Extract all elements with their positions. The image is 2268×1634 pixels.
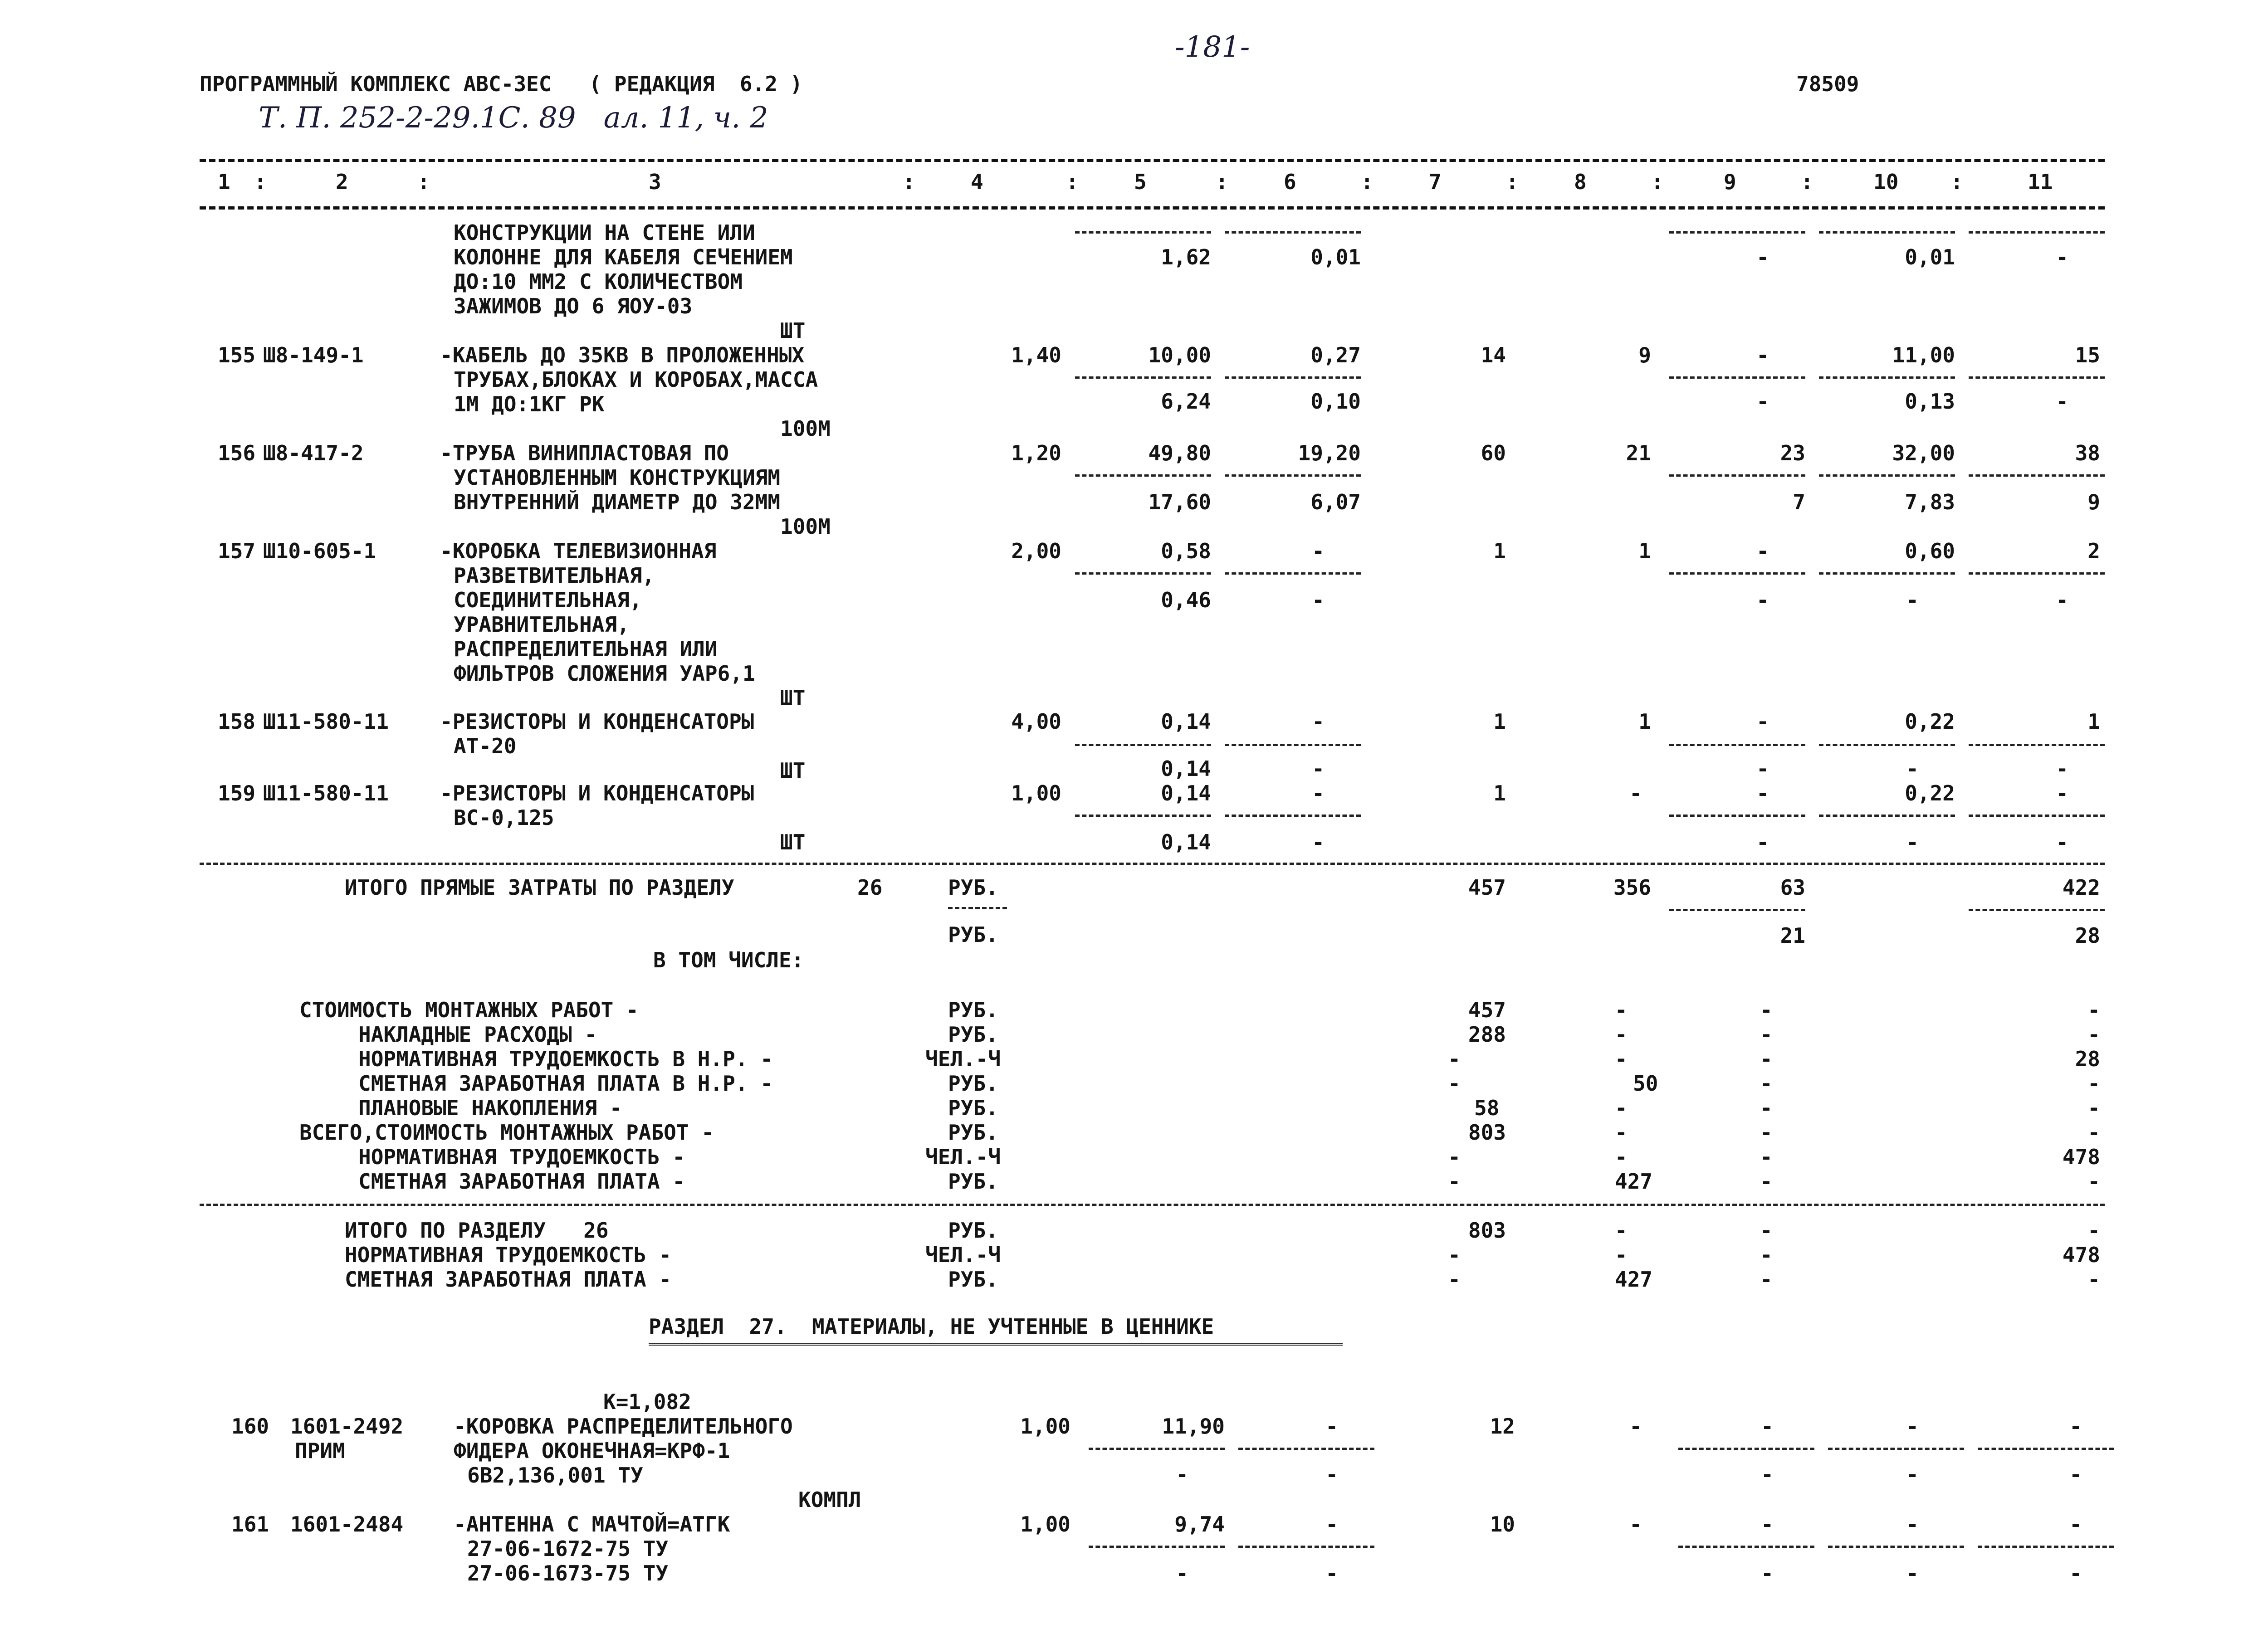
cell-c7: - [1448, 1267, 1461, 1292]
cell-c7: 14 [1481, 343, 1506, 367]
section-27-underline [649, 1343, 1343, 1346]
cell-c11: 422 [2062, 875, 2100, 900]
total-label: ИТОГО ПРЯМЫЕ ЗАТРАТЫ ПО РАЗДЕЛУ [345, 875, 734, 900]
cell-b10: - [1906, 588, 1919, 612]
cell-divider [1669, 744, 1805, 746]
cell-c8: - [1615, 998, 1628, 1022]
section-total-unit: РУБ. [948, 1267, 998, 1292]
cell-divider [1828, 1448, 1964, 1450]
col-header-1: 1 [218, 170, 230, 194]
cell-c7: 288 [1468, 1022, 1506, 1047]
cell-b9: - [1756, 756, 1769, 781]
summary-unit: РУБ. [948, 998, 998, 1022]
cell-c9: - [1760, 1120, 1773, 1145]
cell-c4: 2,00 [1011, 539, 1061, 563]
item-description: -КАБЕЛЬ ДО 35КВ В ПРОЛОЖЕННЫХ [440, 343, 805, 367]
cell-b5: 0,14 [1161, 830, 1211, 854]
col-header-9: 9 [1724, 170, 1736, 194]
section-total-unit: РУБ. [948, 1218, 998, 1243]
cell-divider [1969, 376, 2105, 379]
cell-c9: - [1760, 1096, 1773, 1120]
item-code-note: ПРИМ [295, 1439, 345, 1463]
cell-c8: - [1615, 1022, 1628, 1047]
item-description: 1М ДО:1КГ РК [454, 392, 605, 416]
section-rule [200, 1204, 2105, 1206]
cell-c4: 1,00 [1020, 1512, 1070, 1536]
item-description: ФИЛЬТРОВ СЛОЖЕНИЯ УАР6,1 [454, 661, 755, 686]
cell-b6: - [1312, 830, 1325, 854]
cell-c9: - [1760, 1169, 1773, 1194]
cell-c9: - [1756, 709, 1769, 734]
coefficient-label: К=1,082 [603, 1390, 691, 1414]
item-unit: ШТ [780, 318, 806, 343]
cell-divider [1969, 474, 2105, 477]
col-header-sep: : [1651, 170, 1664, 194]
cell-b11: - [2056, 756, 2068, 781]
item-description: РАЗВЕТВИТЕЛЬНАЯ, [454, 563, 655, 588]
summary-label: СТОИМОСТЬ МОНТАЖНЫХ РАБОТ - [299, 998, 639, 1022]
cell-divider [1075, 474, 1211, 477]
summary-unit: РУБ. [948, 1022, 998, 1047]
item-description: 27-06-1672-75 ТУ [467, 1536, 669, 1561]
cell-c8: 1 [1638, 709, 1651, 734]
cell-divider [1819, 572, 1955, 575]
cell-divider [1969, 815, 2105, 817]
cell-c8: - [1629, 1414, 1642, 1439]
summary-label: НАКЛАДНЫЕ РАСХОДЫ - [358, 1022, 597, 1047]
section-total-label: НОРМАТИВНАЯ ТРУДОЕМКОСТЬ - [345, 1243, 672, 1267]
cell-b11: - [2056, 389, 2068, 414]
cell-b5: - [1176, 1561, 1188, 1585]
cell-c10: 0,22 [1905, 781, 1955, 805]
item-unit: 100М [780, 514, 831, 539]
item-description: 27-06-1673-75 ТУ [467, 1561, 669, 1585]
cell-b6: 6,07 [1310, 490, 1361, 514]
item-code: Ш11-580-11 [263, 781, 389, 805]
item-description: РАСПРЕДЕЛИТЕЛЬНАЯ ИЛИ [454, 637, 718, 661]
item-unit: КОМПЛ [798, 1488, 861, 1512]
col-header-sep: : [254, 170, 267, 194]
cell-c6: 0,01 [1310, 245, 1361, 269]
cell-b10: 7,83 [1905, 490, 1955, 514]
summary-label: ВСЕГО,СТОИМОСТЬ МОНТАЖНЫХ РАБОТ - [299, 1120, 714, 1145]
cell-divider [1238, 1546, 1374, 1548]
cell-divider [1819, 474, 1955, 477]
cell-divider [1969, 744, 2105, 746]
cell-c5: 0,58 [1161, 539, 1211, 563]
summary-label: СМЕТНАЯ ЗАРАБОТНАЯ ПЛАТА В Н.Р. - [358, 1071, 773, 1096]
cell-c6: - [1312, 539, 1325, 563]
item-number: 161 [231, 1512, 269, 1536]
item-unit: ШТ [780, 686, 806, 710]
cell-c11: - [2087, 1120, 2100, 1145]
cell-c8: 50 [1633, 1071, 1658, 1096]
col-header-sep: : [1506, 170, 1519, 194]
cell-divider [1238, 1448, 1374, 1450]
cell-divider [1969, 231, 2105, 234]
cell-c8: - [1615, 1218, 1628, 1243]
summary-label: ПЛАНОВЫЕ НАКОПЛЕНИЯ - [358, 1096, 622, 1120]
cell-c11: - [2056, 781, 2068, 805]
cell-c4: 1,20 [1011, 441, 1061, 465]
cell-c9: - [1760, 1267, 1773, 1292]
including-label: В ТОМ ЧИСЛЕ: [653, 948, 804, 972]
cell-divider [1075, 815, 1211, 817]
cell-divider [1678, 1546, 1814, 1548]
cell-c8: - [1629, 1512, 1642, 1536]
cell-c9: - [1756, 781, 1769, 805]
cell-divider [1225, 474, 1361, 477]
section-total-label: СМЕТНАЯ ЗАРАБОТНАЯ ПЛАТА - [345, 1267, 672, 1292]
cell-b5: 6,24 [1161, 389, 1211, 414]
cell-c4: 1,40 [1011, 343, 1061, 367]
cell-c7: 1 [1493, 709, 1506, 734]
cell-b9: 21 [1780, 923, 1805, 948]
cell-b9: - [1761, 1462, 1774, 1487]
total-section-number: 26 [857, 875, 883, 900]
item-number: 157 [218, 539, 256, 563]
item-code: Ш8-149-1 [263, 343, 364, 367]
item-description: -КОРОБКА ТЕЛЕВИЗИОННАЯ [440, 539, 717, 563]
cell-c8: 356 [1613, 875, 1651, 900]
cell-c9: - [1760, 1071, 1773, 1096]
cell-divider [1075, 572, 1211, 575]
cell-c7: - [1448, 1047, 1461, 1071]
cell-divider [1828, 1546, 1964, 1548]
summary-unit: ЧЕЛ.-Ч [925, 1047, 1001, 1071]
cell-b5: 0,14 [1161, 756, 1211, 781]
cell-c4: 1,00 [1011, 781, 1061, 805]
cell-b10: - [1906, 1561, 1919, 1585]
cell-divider [1075, 376, 1211, 379]
cell-c6: - [1312, 709, 1325, 734]
cell-b9: 7 [1793, 490, 1805, 514]
cell-c6: - [1325, 1414, 1338, 1439]
item-code: Ш10-605-1 [263, 539, 376, 563]
cell-c9: - [1756, 539, 1769, 563]
handwritten-reference: Т. П. 252-2-29.1С. 89 ал. 11, ч. 2 [259, 101, 768, 135]
cell-c10: 0,22 [1905, 709, 1955, 734]
cell-c8: 1 [1638, 539, 1651, 563]
cell-c5: 49,80 [1148, 441, 1211, 465]
cell-c8: - [1615, 1047, 1628, 1071]
cell-c10: - [1906, 1414, 1919, 1439]
cell-c11: - [2087, 1218, 2100, 1243]
cell-divider [1969, 572, 2105, 575]
col-header-3: 3 [649, 170, 661, 194]
total-unit: РУБ. [948, 922, 998, 947]
cell-c7: 10 [1490, 1512, 1515, 1536]
col-header-10: 10 [1873, 170, 1899, 194]
cell-c11: 28 [2075, 1047, 2100, 1071]
cell-c10: 32,00 [1892, 441, 1955, 465]
item-number: 159 [218, 781, 256, 805]
item-description: -АНТЕННА С МАЧТОЙ=АТГК [454, 1512, 730, 1536]
cell-c5: 9,74 [1174, 1512, 1225, 1536]
cell-c8: - [1615, 1096, 1628, 1120]
cell-c7: - [1448, 1145, 1461, 1169]
item-description: СОЕДИНИТЕЛЬНАЯ, [454, 588, 642, 612]
cell-c7: - [1448, 1169, 1461, 1194]
cell-c11: 478 [2062, 1145, 2100, 1169]
cell-divider [1669, 474, 1805, 477]
cell-c7: 803 [1468, 1120, 1506, 1145]
cell-b6: - [1312, 588, 1325, 612]
item-number: 160 [231, 1414, 269, 1439]
cell-divider [1225, 572, 1361, 575]
cell-b6: - [1325, 1561, 1338, 1585]
item-number: 155 [218, 343, 256, 367]
item-description: ВНУТРЕННИЙ ДИАМЕТР ДО 32ММ [454, 490, 781, 514]
item-description: -КОРОВКА РАСПРЕДЕЛИТЕЛЬНОГО [454, 1414, 793, 1439]
cell-divider [1225, 744, 1361, 746]
cell-c10: - [1906, 1512, 1919, 1536]
cell-b6: - [1325, 1462, 1338, 1487]
cell-divider [1225, 815, 1361, 817]
col-header-sep: : [1950, 170, 1963, 194]
summary-unit: РУБ. [948, 1071, 998, 1096]
item-description: ТРУБАХ,БЛОКАХ И КОРОБАХ,МАССА [454, 367, 818, 392]
cell-b6: - [1312, 756, 1325, 781]
cell-c9: 23 [1780, 441, 1805, 465]
cell-c7: - [1448, 1071, 1461, 1096]
cell-c6: - [1312, 781, 1325, 805]
cell-c9: - [1760, 1022, 1773, 1047]
item-number: 156 [218, 441, 256, 465]
cell-c9: - [1760, 1218, 1773, 1243]
cell-divider [1669, 909, 1805, 911]
cell-c11: - [2069, 1414, 2082, 1439]
header-rule-bottom [200, 206, 2105, 210]
item-description: -РЕЗИСТОРЫ И КОНДЕНСАТОРЫ [440, 781, 754, 805]
cell-b11: - [2056, 588, 2068, 612]
item-description: УСТАНОВЛЕННЫМ КОНСТРУКЦИЯМ [454, 465, 781, 490]
cell-divider [1669, 572, 1805, 575]
cell-c7: 58 [1474, 1096, 1500, 1120]
cell-c9: - [1761, 1414, 1774, 1439]
item-description: -ТРУБА ВИНИПЛАСТОВАЯ ПО [440, 441, 729, 465]
cell-c9: - [1760, 1243, 1773, 1267]
cell-c9: - [1760, 998, 1773, 1022]
cell-c7: 1 [1493, 781, 1506, 805]
cell-b10: - [1906, 1462, 1919, 1487]
cell-c5: 1,62 [1161, 245, 1211, 269]
cell-c9: 63 [1780, 875, 1805, 900]
cell-c7: 457 [1468, 875, 1506, 900]
cell-b9: - [1756, 588, 1769, 612]
cell-b5: 0,46 [1161, 588, 1211, 612]
cell-b5: - [1176, 1462, 1188, 1487]
cell-b11: - [2056, 830, 2068, 854]
page-number: -181- [1175, 30, 1250, 64]
cell-c8: 427 [1615, 1267, 1653, 1292]
cell-c6: 0,27 [1310, 343, 1361, 367]
item-description: КОНСТРУКЦИИ НА СТЕНЕ ИЛИ [454, 220, 755, 245]
cell-c11: - [2087, 1267, 2100, 1292]
cell-c9: - [1761, 1512, 1774, 1536]
cell-divider [1225, 231, 1361, 234]
cell-c7: - [1448, 1243, 1461, 1267]
cell-divider [1678, 1448, 1814, 1450]
col-header-sep: : [1801, 170, 1813, 194]
col-header-sep: : [903, 170, 915, 194]
cell-c7: 803 [1468, 1218, 1506, 1243]
col-header-8: 8 [1574, 170, 1587, 194]
cell-b9: - [1761, 1561, 1774, 1585]
cell-c8: 427 [1615, 1169, 1653, 1194]
summary-unit: ЧЕЛ.-Ч [925, 1145, 1001, 1169]
cell-c11: - [2087, 1169, 2100, 1194]
cell-c5: 0,14 [1161, 781, 1211, 805]
col-header-5: 5 [1134, 170, 1147, 194]
cell-divider [1089, 1546, 1225, 1548]
section-total-label: ИТОГО ПО РАЗДЕЛУ 26 [345, 1218, 609, 1243]
cell-c8: 9 [1638, 343, 1651, 367]
cell-c7: 457 [1468, 998, 1506, 1022]
summary-unit: РУБ. [948, 1096, 998, 1120]
cell-divider [1669, 231, 1805, 234]
cell-c11: 1 [2087, 709, 2100, 734]
cell-c11: - [2087, 998, 2100, 1022]
cell-c7: 12 [1490, 1414, 1515, 1439]
item-unit: ШТ [780, 758, 806, 783]
cell-b11: - [2069, 1561, 2082, 1585]
col-header-11: 11 [2028, 170, 2053, 194]
item-description: ФИДЕРА ОКОНЕЧНАЯ=КРФ-1 [454, 1439, 730, 1463]
item-description: ЗАЖИМОВ ДО 6 ЯОУ-03 [454, 294, 693, 318]
cell-b11: 28 [2075, 923, 2100, 948]
cell-c11: - [2087, 1096, 2100, 1120]
item-description: КОЛОННЕ ДЛЯ КАБЕЛЯ СЕЧЕНИЕМ [454, 245, 793, 269]
cell-divider [1089, 1448, 1225, 1450]
cell-c10: 0,60 [1905, 539, 1955, 563]
item-code: 1601-2492 [290, 1414, 404, 1439]
cell-c6: 19,20 [1298, 441, 1361, 465]
cell-c9: - [1756, 245, 1769, 269]
summary-unit: РУБ. [948, 1169, 998, 1194]
cell-divider [1225, 376, 1361, 379]
item-description: ДО:10 ММ2 С КОЛИЧЕСТВОМ [454, 269, 743, 294]
cell-c4: 1,00 [1020, 1414, 1070, 1439]
item-description: 6В2,136,001 ТУ [467, 1463, 643, 1488]
cell-c8: - [1615, 1120, 1628, 1145]
cell-c5: 11,90 [1162, 1414, 1225, 1439]
cell-c11: - [2087, 1022, 2100, 1047]
cell-divider [1819, 231, 1955, 234]
cell-divider [1669, 815, 1805, 817]
item-code: Ш11-580-11 [263, 709, 389, 734]
cell-b5: 17,60 [1148, 490, 1211, 514]
summary-unit: РУБ. [948, 1120, 998, 1145]
cell-c11: - [2056, 245, 2068, 269]
col-header-sep: : [417, 170, 430, 194]
item-number: 158 [218, 709, 256, 734]
cell-c11: - [2069, 1512, 2082, 1536]
item-unit: ШТ [780, 830, 806, 854]
item-description: ВС-0,125 [454, 805, 554, 830]
col-header-sep: : [1066, 170, 1079, 194]
item-code: Ш8-417-2 [263, 441, 364, 465]
cell-c11: 2 [2087, 539, 2100, 563]
item-description: УРАВНИТЕЛЬНАЯ, [454, 612, 630, 637]
cell-divider [948, 907, 1007, 909]
section-total-unit: ЧЕЛ.-Ч [925, 1243, 1001, 1267]
cell-c8: - [1615, 1243, 1628, 1267]
header-rule-top [200, 159, 2105, 162]
cell-b9: - [1756, 389, 1769, 414]
cell-c11: 15 [2075, 343, 2100, 367]
cell-c11: 478 [2062, 1243, 2100, 1267]
cell-c5: 10,00 [1148, 343, 1211, 367]
item-unit: 100М [780, 416, 831, 441]
cell-divider [1969, 909, 2105, 911]
cell-divider [1978, 1546, 2114, 1548]
cell-b10: - [1906, 830, 1919, 854]
cell-c7: 60 [1481, 441, 1506, 465]
cell-c9: - [1760, 1047, 1773, 1071]
cell-divider [1819, 815, 1955, 817]
cell-c10: 11,00 [1892, 343, 1955, 367]
cell-c4: 4,00 [1011, 709, 1061, 734]
item-description: АТ-20 [454, 734, 517, 758]
col-header-6: 6 [1284, 170, 1296, 194]
col-header-7: 7 [1429, 170, 1442, 194]
cell-c7: 1 [1493, 539, 1506, 563]
cell-divider [1819, 744, 1955, 746]
item-description: -РЕЗИСТОРЫ И КОНДЕНСАТОРЫ [440, 709, 754, 734]
cell-b11: 9 [2087, 490, 2100, 514]
col-header-4: 4 [971, 170, 983, 194]
summary-label: НОРМАТИВНАЯ ТРУДОЕМКОСТЬ - [358, 1145, 685, 1169]
cell-c11: - [2087, 1071, 2100, 1096]
cell-divider [1669, 376, 1805, 379]
summary-label: СМЕТНАЯ ЗАРАБОТНАЯ ПЛАТА - [358, 1169, 685, 1194]
summary-label: НОРМАТИВНАЯ ТРУДОЕМКОСТЬ В Н.Р. - [358, 1047, 773, 1071]
cell-b11: - [2069, 1462, 2082, 1487]
section-27-title: РАЗДЕЛ 27. МАТЕРИАЛЫ, НЕ УЧТЕННЫЕ В ЦЕННИКЕ [649, 1314, 1214, 1339]
cell-c6: - [1325, 1512, 1338, 1536]
cell-divider [1978, 1448, 2114, 1450]
cell-divider [1819, 376, 1955, 379]
cell-c10: 0,01 [1905, 245, 1955, 269]
cell-c5: 0,14 [1161, 709, 1211, 734]
col-header-2: 2 [336, 170, 348, 194]
cell-c9: - [1760, 1145, 1773, 1169]
cell-c8: 21 [1626, 441, 1651, 465]
col-header-sep: : [1216, 170, 1228, 194]
cell-c8: - [1629, 781, 1642, 805]
cell-divider [1075, 231, 1211, 234]
col-header-sep: : [1361, 170, 1374, 194]
item-code: 1601-2484 [290, 1512, 404, 1536]
cell-b10: - [1906, 756, 1919, 781]
document-code: 78509 [1796, 72, 1859, 96]
cell-c8: - [1615, 1145, 1628, 1169]
cell-b6: 0,10 [1310, 389, 1361, 414]
cell-c11: 38 [2075, 441, 2100, 465]
cell-divider [1075, 744, 1211, 746]
total-unit: РУБ. [948, 875, 998, 900]
cell-b9: - [1756, 830, 1769, 854]
cell-c9: - [1756, 343, 1769, 367]
program-title: ПРОГРАММНЫЙ КОМПЛЕКС АВС-3ЕС ( РЕДАКЦИЯ 6.2 ) [200, 72, 803, 96]
section-rule [200, 863, 2105, 865]
cell-b10: 0,13 [1905, 389, 1955, 414]
